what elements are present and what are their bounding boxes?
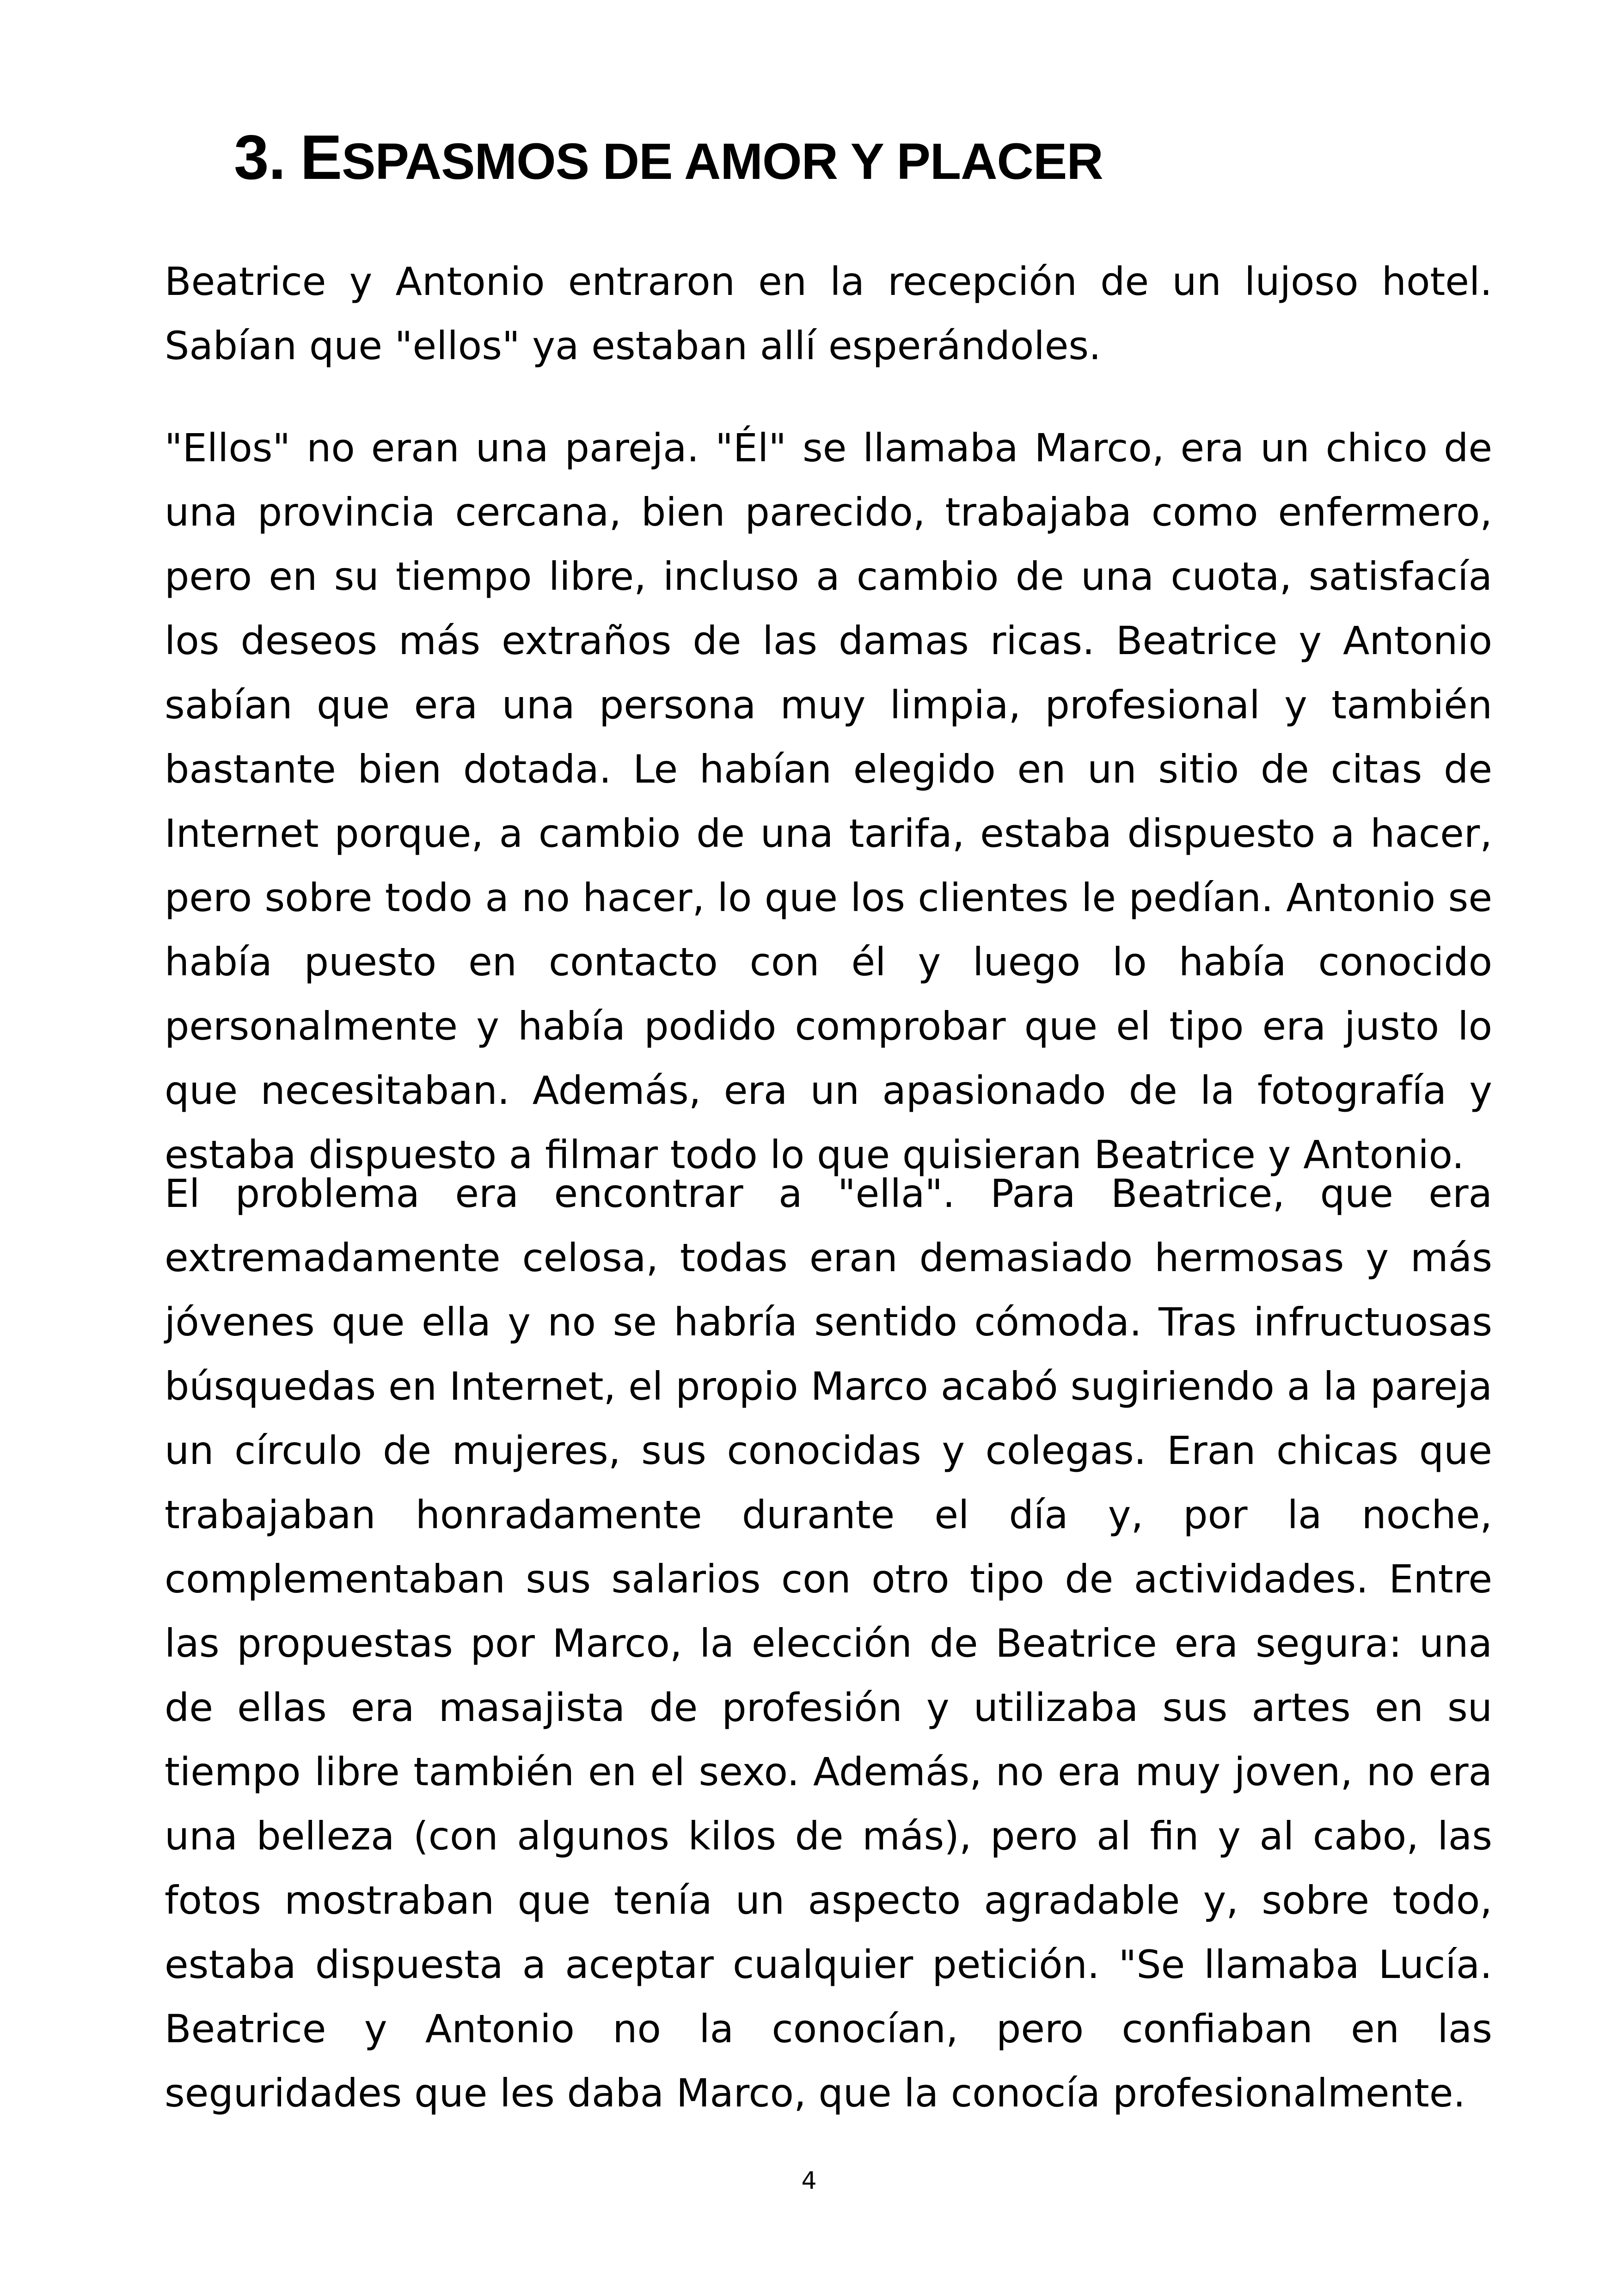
chapter-title — [234, 116, 1103, 203]
page-number: 4 — [801, 2167, 817, 2195]
paragraph-2: "Ellos" no eran una pareja. "Él" se llamaba Marco, era un chico de una provincia cercana, bien parecido, trabajaba como enfermero, pero en su tiempo libre, incluso a cambio de una cuota, satisfacía los deseos más extraños de las damas ricas. Beatrice y Antonio sabían que era una persona muy limpia, profesional y también bastante bien dotada. Le habían elegido en un sitio de citas de Internet porque, a cambio de una tarifa, estaba dispuesto a hacer, pero sobre todo a no hacer, lo que los clientes le pedían. Antonio se había puesto en contacto con él y luego lo había conocido personalmente y había podido comprobar que el tipo era justo lo que necesitaban. Además, era un apasionado de la fotografía y estaba dispuesto a filmar todo lo que quisieran Beatrice y Antonio. — [165, 425, 1492, 1177]
chapter-number: 3. — [234, 122, 286, 192]
chapter-title-initial: E — [300, 122, 342, 192]
paragraph-3: El problema era encontrar a "ella". Para Beatrice, que era extremadamente celosa, todas eran demasiado hermosas y más jóvenes que ella y no se habría sentido cómoda. Tras infructuosas búsquedas en Internet, el propio Marco acabó sugiriendo a la pareja un círculo de mujeres, sus conocidas y colegas. Eran chicas que trabajaban honradamente durante el día y, por la noche, complementaban sus salarios con otro tipo de actividades. Entre las propuestas por Marco, la elección de Beatrice era segura: una de ellas era masajista de profesión y utilizaba sus artes en su tiempo libre también en el sexo. Además, no era muy joven, no era una belleza (con algunos kilos de más), pero al fin y al cabo, las fotos mostraban que tenía un aspecto agradable y, sobre todo, estaba dispuesta a aceptar cualquier petición. "Se llamaba Lucía. Beatrice y Antonio no la conocían, pero confiaban en las seguridades que les daba Marco, que la conocía profesionalmente. — [165, 1171, 1492, 2116]
paragraph-1: Beatrice y Antonio entraron en la recepción de un lujoso hotel. Sabían que "ellos" ya estaban allí esperándoles. — [165, 259, 1492, 368]
chapter-title-text: SPASMOS DE AMOR Y PLACER — [342, 133, 1103, 190]
